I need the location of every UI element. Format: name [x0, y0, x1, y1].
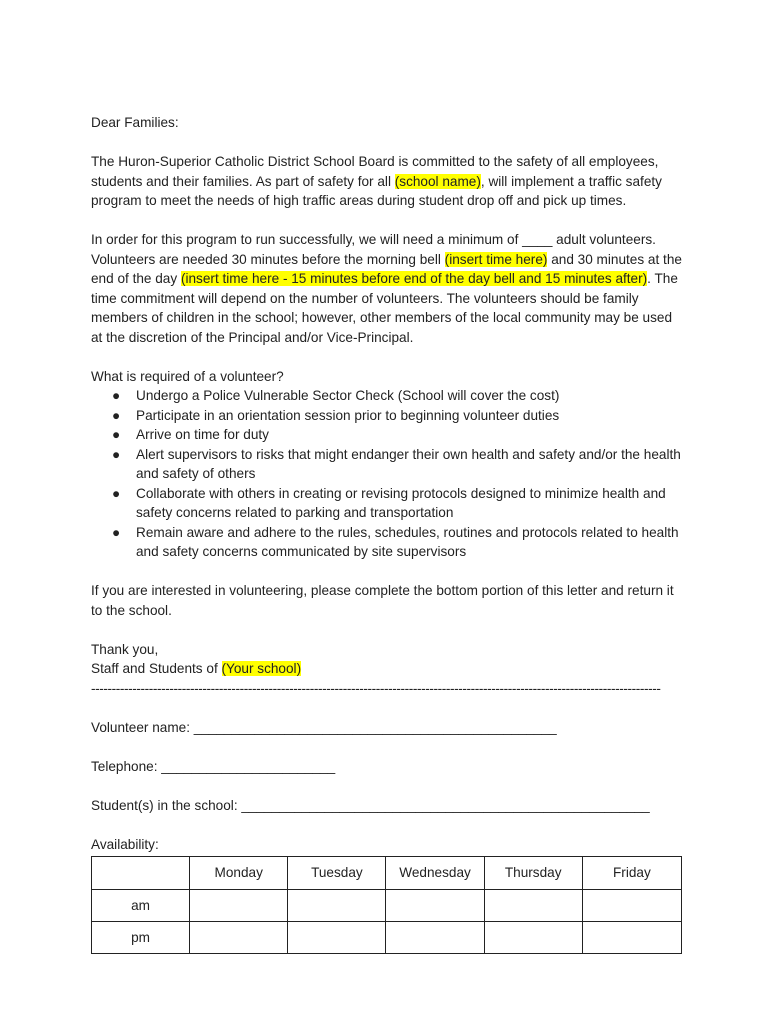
requirement-item [91, 445, 683, 484]
slot-label: pm [92, 922, 190, 954]
availability-table [91, 856, 682, 954]
requirement-item [91, 484, 683, 523]
requirement-item [91, 523, 683, 562]
availability-row-am [92, 890, 682, 922]
bullet-icon: ● [112, 446, 121, 462]
requirement-text: Remain aware and adhere to the rules, schedules, routines and protocols related to health and safety concerns communicated by site supervisors [136, 524, 679, 559]
requirement-text: Undergo a Police Vulnerable Sector Check (School will cover the cost) [136, 388, 560, 403]
volunteer-count-blank: ____ [522, 232, 553, 247]
availability-row-pm [92, 922, 682, 954]
requirement-item [91, 386, 683, 406]
program-paragraph [91, 230, 683, 347]
signoff-text: Staff and Students of [91, 661, 222, 676]
morning-time-placeholder: (insert time here) [444, 251, 548, 267]
volunteer-name-label: Volunteer name: [91, 719, 194, 735]
program-text-3: and 30 minutes at the end of the day [91, 251, 682, 286]
bullet-icon: ● [112, 524, 121, 540]
day-header: Thursday [484, 857, 582, 890]
volunteer-name-field[interactable] [91, 718, 683, 738]
availability-cell[interactable] [484, 890, 582, 922]
program-text-4: . The time commitment will depend on the number of volunteers. The volunteers should be family members of children in the school; however, other members of the local community may be used at the discretion of the Principal and/or Vice-Principal. [91, 271, 678, 345]
requirement-text: Alert supervisors to risks that might endanger their own health and safety and/or the health and safety of others [136, 446, 681, 481]
day-header: Friday [582, 857, 681, 890]
bullet-icon: ● [112, 427, 121, 442]
availability-cell[interactable] [288, 890, 386, 922]
day-header: Monday [190, 857, 288, 890]
intro-text-1: The Huron-Superior Catholic District School Board is committed to the safety of all employees, students and their families. As part of safety for all [91, 154, 659, 189]
availability-cell[interactable] [288, 922, 386, 954]
intro-text-2: , will implement a traffic safety program to meet the needs of high traffic areas during student drop off and pick up times. [91, 173, 662, 208]
requirements-list [91, 386, 683, 562]
availability-cell[interactable] [484, 922, 582, 954]
requirement-text: Arrive on time for duty [136, 427, 269, 442]
availability-header-row [92, 857, 682, 890]
letter-body [91, 113, 683, 954]
intro-paragraph [91, 152, 683, 211]
closing-thanks: Thank you, [91, 641, 159, 657]
students-label: Student(s) in the school: [91, 797, 242, 813]
bullet-icon: ● [112, 407, 121, 423]
availability-cell[interactable] [582, 890, 681, 922]
availability-cell[interactable] [386, 890, 484, 922]
return-instructions: If you are interested in volunteering, please complete the bottom portion of this letter and return it to the school. [91, 583, 674, 618]
availability-cell[interactable] [582, 922, 681, 954]
telephone-field[interactable] [91, 757, 683, 777]
afternoon-time-placeholder: (insert time here - 15 minutes before end of the day bell and 15 minutes after) [180, 271, 648, 286]
students-field[interactable] [91, 796, 683, 816]
requirement-text: Collaborate with others in creating or revising protocols designed to minimize health and safety concerns related to parking and transportation [136, 485, 666, 520]
requirement-item [91, 425, 683, 445]
volunteer-name-line[interactable]: ________________________________________________ [193, 719, 557, 735]
availability-cell[interactable] [386, 922, 484, 954]
requirement-text: Participate in an orientation session prior to beginning volunteer duties [136, 407, 560, 423]
closing-signoff [91, 659, 683, 679]
cut-line: ------------------------------------------------------------------------------------------------------------------------------------------ [91, 680, 661, 696]
availability-label: Availability: [91, 836, 159, 852]
bullet-icon: ● [112, 388, 121, 403]
day-header: Tuesday [288, 857, 386, 890]
requirements-question: What is required of a volunteer? [91, 368, 284, 384]
requirement-item [91, 406, 683, 426]
slot-label: am [92, 890, 190, 922]
corner-cell [92, 857, 190, 890]
bullet-icon: ● [112, 485, 121, 501]
availability-cell[interactable] [190, 890, 288, 922]
students-line[interactable]: ______________________________________________________ [241, 797, 650, 813]
telephone-line[interactable]: _______________________ [161, 758, 336, 774]
your-school-placeholder: (Your school) [221, 661, 302, 676]
availability-cell[interactable] [190, 922, 288, 954]
day-header: Wednesday [386, 857, 484, 890]
program-text-2: adult volunteers. Volunteers are needed 30 minutes before the morning bell [91, 232, 656, 267]
school-name-placeholder: (school name) [394, 173, 481, 189]
telephone-label: Telephone: [91, 758, 162, 774]
greeting: Dear Families: [91, 115, 179, 130]
program-text-1: In order for this program to run successfully, we will need a minimum of [91, 232, 523, 247]
